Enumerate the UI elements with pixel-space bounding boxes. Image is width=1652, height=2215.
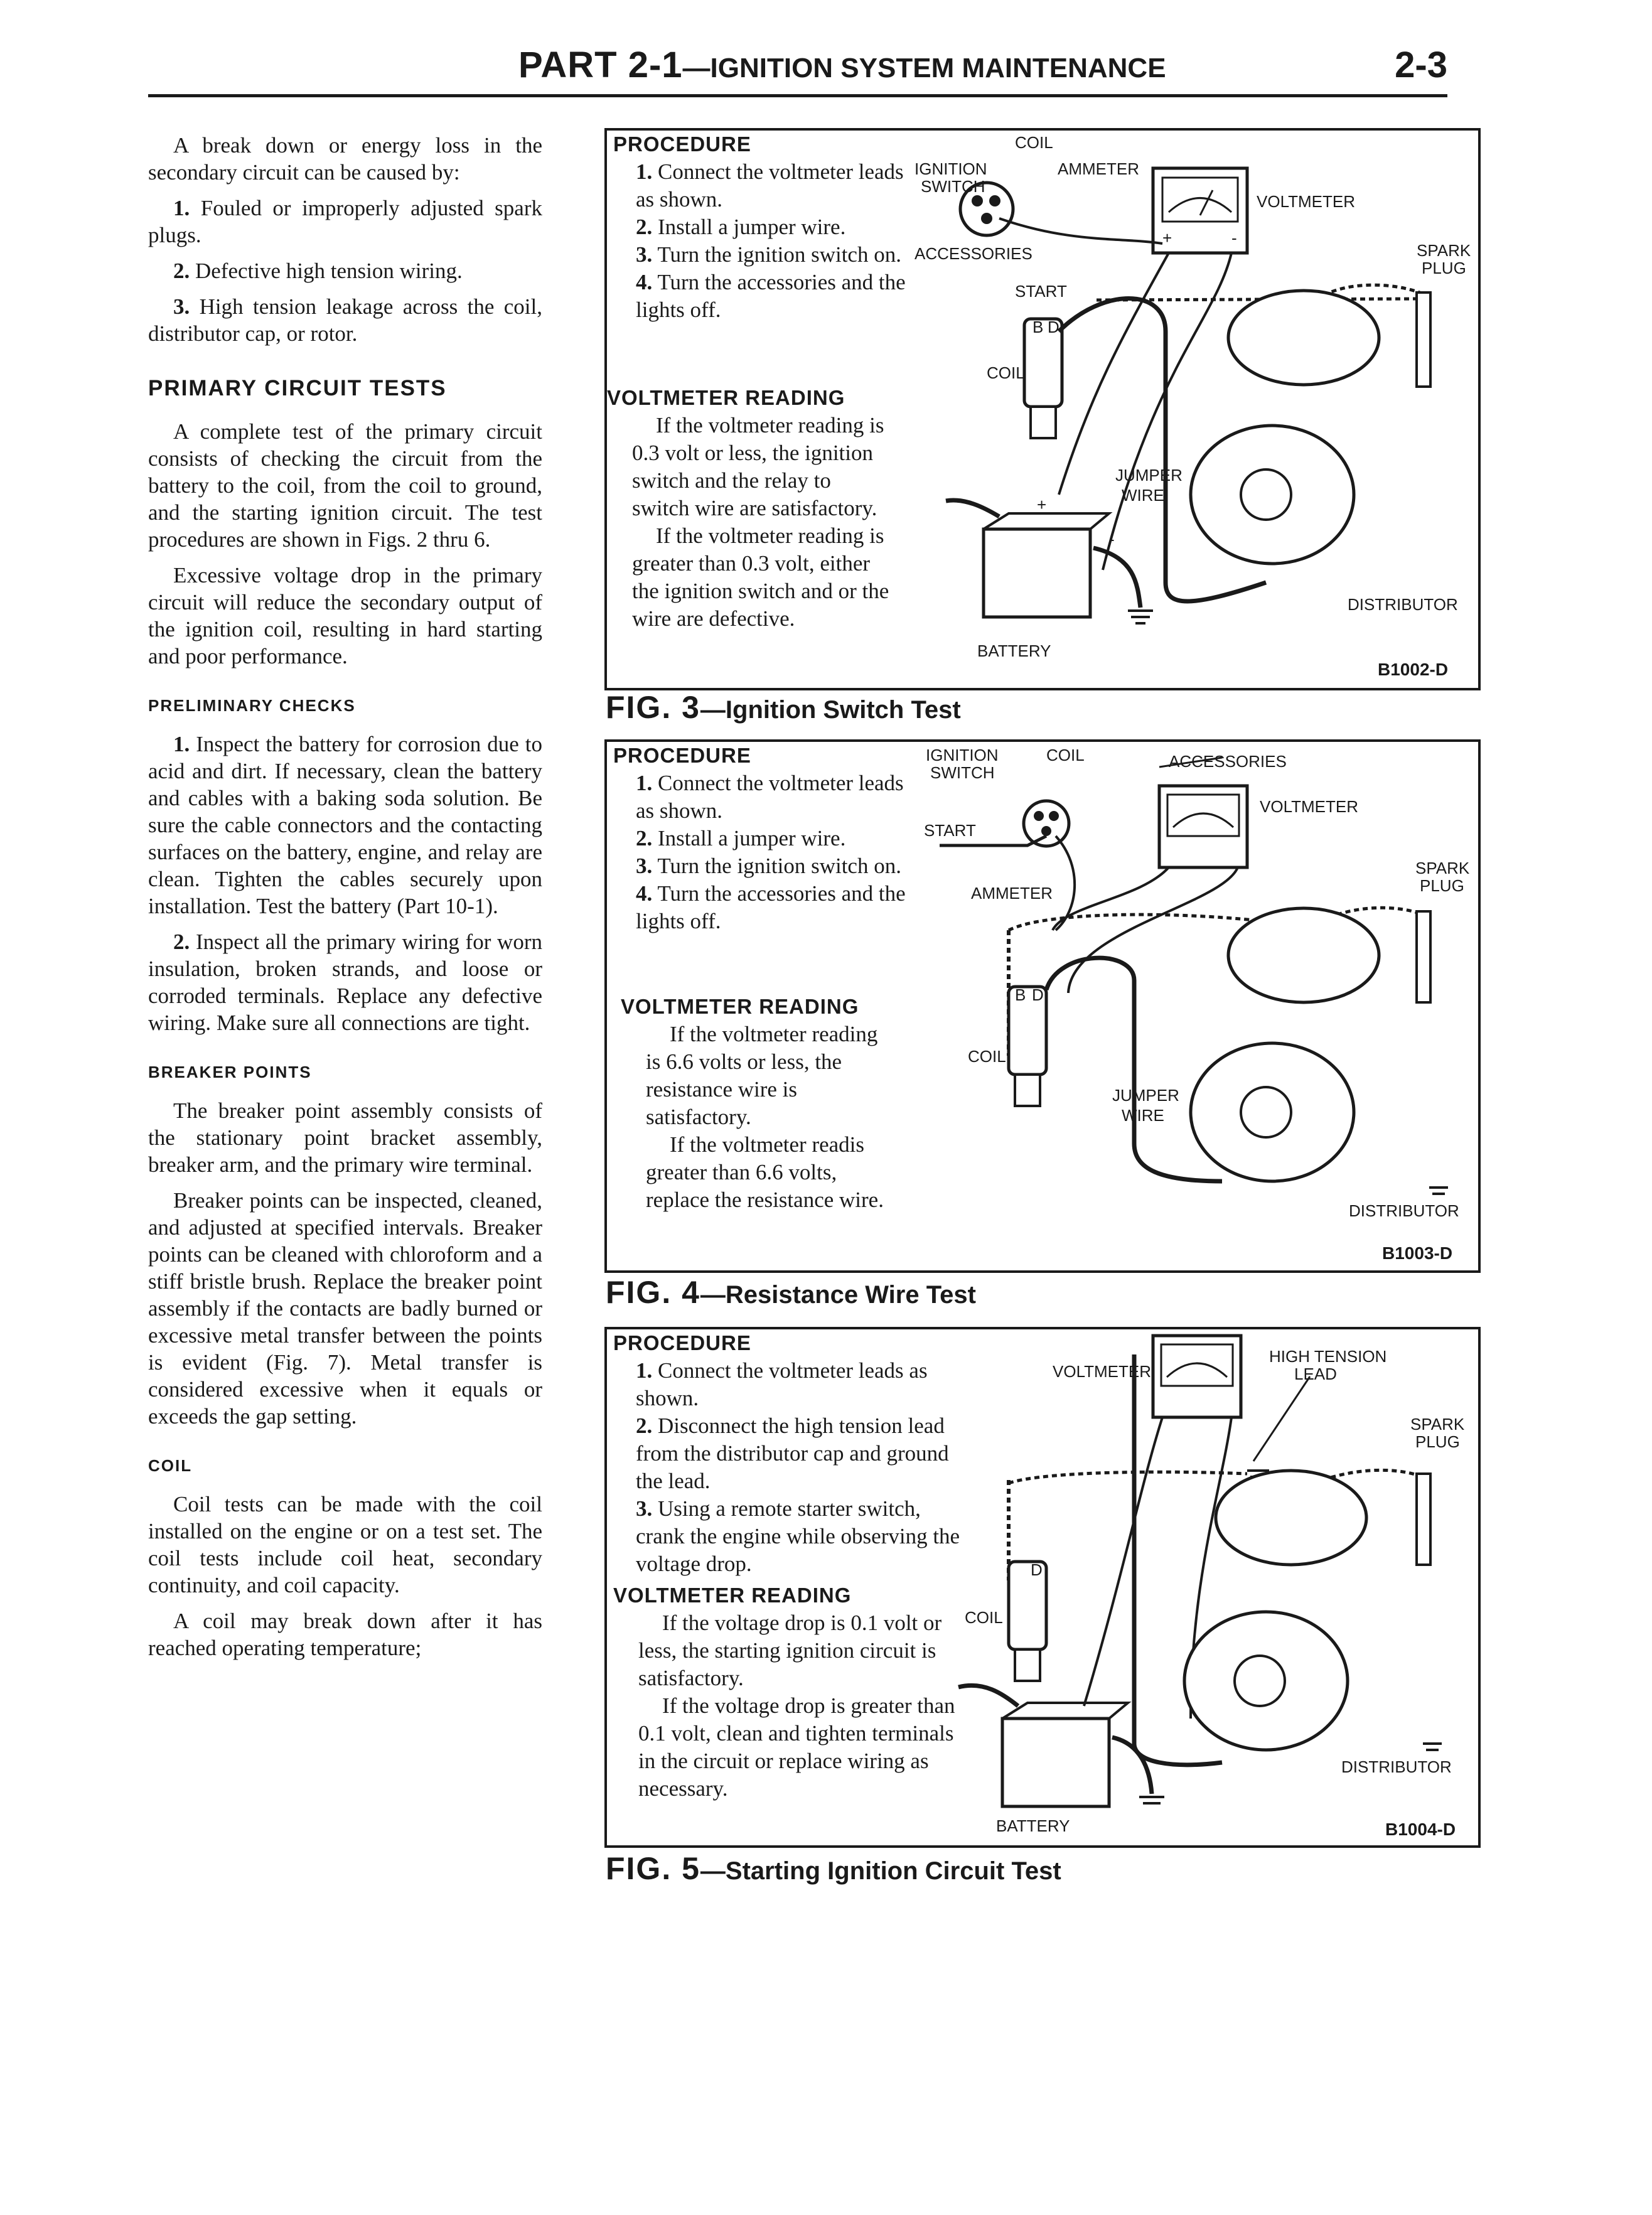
- svg-text:AMMETER: AMMETER: [971, 884, 1053, 903]
- fig3-reading: [607, 384, 889, 633]
- fig5-procedure-heading: PROCEDURE: [613, 1331, 751, 1354]
- fig5-distributor-icon: [1184, 1612, 1348, 1750]
- fig5-step: 3. Using a remote starter switch, crank the engine while observing the voltage drop.: [636, 1496, 960, 1576]
- breaker-paragraph-1: The breaker point assembly consists of the stationary point bracket assembly, breaker arm, and the primary wire terminal.: [148, 1098, 542, 1177]
- svg-text:SWITCH: SWITCH: [921, 177, 985, 196]
- svg-text:DISTRIBUTOR: DISTRIBUTOR: [1341, 1757, 1452, 1776]
- fig3-step: 3. Turn the ignition switch on.: [636, 242, 901, 267]
- page-header: [148, 39, 1447, 97]
- fig5-reading-heading: VOLTMETER READING: [613, 1584, 852, 1607]
- cause-item: 1. Fouled or improperly adjusted spark plugs.: [148, 196, 542, 247]
- fig4-ignition-switch-icon: [1024, 801, 1069, 846]
- primary-paragraph-1: A complete test of the primary circuit consists of checking the circuit from the battery to the coil, from the coil to ground, and the starting ignition circuit. The test procedures are shown in Figs. 2 thru 6.: [148, 419, 542, 552]
- svg-text:COIL: COIL: [965, 1608, 1003, 1627]
- svg-text:VOLTMETER: VOLTMETER: [1053, 1362, 1151, 1381]
- fig3-reading-2: If the voltmeter reading is greater than 0.3 volt, either the ignition switch and or the wire are defective.: [632, 523, 889, 631]
- fig5-battery-icon: [1002, 1719, 1109, 1806]
- svg-text:JUMPER: JUMPER: [1115, 466, 1183, 485]
- fig3-reading-heading: VOLTMETER READING: [607, 386, 845, 409]
- svg-text:B: B: [1032, 318, 1044, 336]
- coil-heading: COIL: [148, 1456, 193, 1475]
- svg-text:COIL: COIL: [987, 363, 1025, 382]
- fig4-step: 2. Install a jumper wire.: [636, 826, 846, 850]
- fig3-distributor-icon: [1191, 426, 1354, 564]
- svg-text:IGNITION: IGNITION: [926, 746, 999, 764]
- figure-3-caption: FIG. 3—Ignition Switch Test: [606, 690, 961, 725]
- preliminary-checks-heading: PRELIMINARY CHECKS: [148, 696, 356, 715]
- svg-text:SPARK: SPARK: [1415, 859, 1470, 877]
- coil-paragraph-1: Coil tests can be made with the coil installed on the engine or on a test set. The coil tests include coil heat, secondary continuity, and coil capacity.: [148, 1492, 542, 1597]
- fig5-step: 1. Connect the voltmeter leads as shown.: [636, 1358, 928, 1410]
- fig4-reading-1: If the voltmeter reading is 6.6 volts or less, the resistance wire is satisfactory.: [646, 1022, 878, 1129]
- svg-text:+: +: [1162, 228, 1172, 247]
- svg-text:COIL: COIL: [1015, 133, 1053, 152]
- figure-5-caption: FIG. 5—Starting Ignition Circuit Test: [606, 1851, 1061, 1886]
- svg-text:START: START: [924, 821, 976, 840]
- svg-text:BATTERY: BATTERY: [977, 641, 1051, 660]
- svg-text:D: D: [1032, 985, 1044, 1004]
- fig5-reading-2: If the voltage drop is greater than 0.1 volt, clean and tighten terminals in the circuit or replace wiring as necessary.: [638, 1693, 955, 1801]
- fig4-reading: [621, 993, 897, 1214]
- svg-text:COIL: COIL: [968, 1047, 1006, 1066]
- left-column: [148, 132, 542, 1670]
- fig3-spark-plug-icon: [1417, 292, 1430, 387]
- svg-text:JUMPER: JUMPER: [1112, 1086, 1179, 1105]
- prelim-item-1: 1. Inspect the battery for corrosion due to acid and dirt. If necessary, clean the battery and cables with a baking soda solution. Be sure the cable connectors and the contacting surfaces on the battery, engine, and relay are clean. Tighten the cables securely upon installation. Test the battery (Part 10-1).: [148, 732, 542, 918]
- fig5-spark-plug-icon: [1417, 1474, 1430, 1565]
- svg-text:IGNITION: IGNITION: [914, 159, 987, 178]
- fig5-step: 2. Disconnect the high tension lead from the distributor cap and ground the lead.: [636, 1413, 949, 1493]
- fig4-reading-2: If the voltmeter readis greater than 6.6 volts, replace the resistance wire.: [646, 1132, 884, 1212]
- svg-text:BATTERY: BATTERY: [996, 1816, 1070, 1835]
- header-title: PART 2-1—IGNITION SYSTEM MAINTENANCE: [518, 45, 1166, 85]
- svg-text:SWITCH: SWITCH: [930, 763, 995, 782]
- part-number: PART 2-1: [518, 45, 683, 85]
- svg-text:D: D: [1031, 1560, 1043, 1579]
- breaker-points-heading: BREAKER POINTS: [148, 1063, 312, 1081]
- figure-3-box: [604, 128, 1481, 690]
- svg-text:ACCESSORIES: ACCESSORIES: [914, 244, 1032, 263]
- prelim-item-2: 2. Inspect all the primary wiring for worn insulation, broken strands, and loose or corroded terminals. Replace any defective wiring. Make sure all connections are tight.: [148, 930, 542, 1035]
- fig4-step: 1. Connect the voltmeter leads as shown.: [636, 771, 904, 823]
- svg-text:PLUG: PLUG: [1415, 1432, 1460, 1451]
- primary-circuit-heading: PRIMARY CIRCUIT TESTS: [148, 376, 447, 400]
- coil-paragraph-2: A coil may break down after it has reached operating temperature;: [148, 1609, 542, 1660]
- fig5-distributor-cap-icon: [1216, 1471, 1366, 1565]
- svg-text:DISTRIBUTOR: DISTRIBUTOR: [1348, 595, 1458, 614]
- svg-text:+: +: [1037, 495, 1047, 514]
- fig4-figure-code: B1003-D: [1382, 1243, 1453, 1263]
- fig3-procedure-heading: PROCEDURE: [613, 132, 751, 156]
- svg-text:PLUG: PLUG: [1420, 876, 1464, 895]
- fig4-distributor-icon: [1191, 1043, 1354, 1181]
- intro-paragraph: A break down or energy loss in the secondary circuit can be caused by:: [148, 133, 542, 185]
- svg-text:D: D: [1048, 318, 1059, 336]
- fig3-reading-1: If the voltmeter reading is 0.3 volt or less, the ignition switch and the relay to switch wire are satisfactory.: [632, 413, 884, 520]
- fig5-procedure: [613, 1329, 965, 1803]
- figure-4-box: [604, 739, 1481, 1273]
- svg-text:COIL: COIL: [1046, 746, 1085, 764]
- fig4-procedure: [613, 742, 914, 935]
- cause-item: 3. High tension leakage across the coil, distributor cap, or rotor.: [148, 294, 542, 346]
- svg-text:DISTRIBUTOR: DISTRIBUTOR: [1349, 1201, 1459, 1220]
- fig5-wiring-diagram: [965, 1329, 1473, 1842]
- fig3-figure-code: B1002-D: [1378, 660, 1449, 679]
- fig4-procedure-heading: PROCEDURE: [613, 744, 751, 767]
- primary-paragraph-2: Excessive voltage drop in the primary circuit will reduce the secondary output of the ignition coil, resulting in hard starting and poor performance.: [148, 563, 542, 668]
- fig5-figure-code: B1004-D: [1385, 1820, 1456, 1839]
- svg-text:PLUG: PLUG: [1422, 259, 1466, 277]
- fig4-step: 4. Turn the accessories and the lights off.: [636, 881, 906, 933]
- svg-text:LEAD: LEAD: [1294, 1365, 1337, 1383]
- fig3-wiring-diagram: [914, 131, 1473, 683]
- fig3-step: 4. Turn the accessories and the lights off.: [636, 270, 906, 322]
- svg-text:VOLTMETER: VOLTMETER: [1257, 192, 1355, 211]
- svg-text:-: -: [1231, 228, 1237, 247]
- fig3-step: 1. Connect the voltmeter leads as shown.: [636, 159, 904, 212]
- fig3-battery-icon: [984, 529, 1090, 617]
- svg-text:ACCESSORIES: ACCESSORIES: [1169, 752, 1287, 771]
- breaker-paragraph-2: Breaker points can be inspected, cleaned, and adjusted at specified intervals. Breaker points can be cleaned with chloroform and a stiff bristle brush. Replace the breaker point assembly if the contacts are badly burned or excessive metal transfer between the points is evident (Fig. 7). Metal transfer is considered excessive when it equals or exceeds the gap setting.: [148, 1188, 542, 1429]
- fig4-wiring-diagram: [921, 742, 1473, 1267]
- fig4-reading-heading: VOLTMETER READING: [621, 995, 859, 1018]
- section-title: IGNITION SYSTEM MAINTENANCE: [710, 53, 1166, 83]
- figure-4-caption: FIG. 4—Resistance Wire Test: [606, 1275, 976, 1310]
- page-number: 2-3: [1395, 45, 1447, 85]
- fig4-distributor-cap-icon: [1228, 908, 1379, 1002]
- fig3-procedure: [613, 131, 914, 324]
- fig3-step: 2. Install a jumper wire.: [636, 215, 846, 239]
- header-rule: [148, 94, 1447, 97]
- svg-text:AMMETER: AMMETER: [1058, 159, 1139, 178]
- fig3-distributor-cap-icon: [1228, 291, 1379, 385]
- svg-text:-: -: [1109, 530, 1115, 549]
- svg-text:WIRE: WIRE: [1122, 486, 1164, 505]
- svg-text:WIRE: WIRE: [1122, 1106, 1164, 1125]
- svg-text:SPARK: SPARK: [1417, 241, 1471, 260]
- figure-5-box: [604, 1327, 1481, 1848]
- cause-item: 2. Defective high tension wiring.: [173, 259, 463, 283]
- fig4-step: 3. Turn the ignition switch on.: [636, 854, 901, 878]
- fig4-spark-plug-icon: [1417, 911, 1430, 1002]
- svg-text:VOLTMETER: VOLTMETER: [1260, 797, 1358, 816]
- svg-text:SPARK: SPARK: [1410, 1415, 1465, 1434]
- fig5-reading-1: If the voltage drop is 0.1 volt or less, the starting ignition circuit is satisfactory.: [638, 1611, 942, 1690]
- svg-text:B: B: [1015, 985, 1026, 1004]
- svg-text:START: START: [1015, 282, 1067, 301]
- svg-text:HIGH TENSION: HIGH TENSION: [1269, 1347, 1387, 1366]
